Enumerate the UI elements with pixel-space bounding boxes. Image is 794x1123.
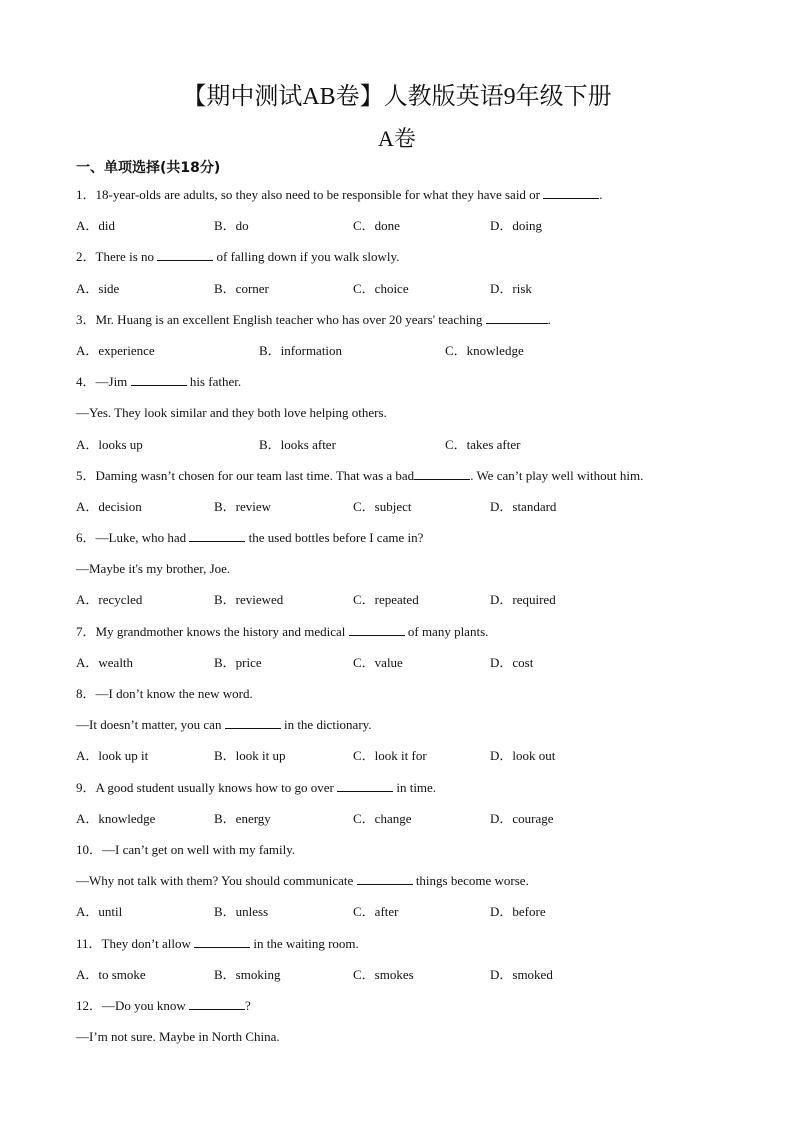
question-reply: —I’m not sure. Maybe in North China. <box>76 1029 280 1045</box>
options-3col <box>76 434 736 465</box>
question-12 <box>76 995 736 1026</box>
question-1 <box>76 184 736 215</box>
question-9 <box>76 777 736 808</box>
option-c: C．subject <box>353 498 412 514</box>
question-stem-end: . We can’t play well without him. <box>470 467 644 483</box>
option-a: A．knowledge <box>76 810 156 826</box>
options-4col <box>76 589 736 620</box>
option-d: D．smoked <box>490 966 553 982</box>
option-a: A．side <box>76 280 120 296</box>
page-subtitle: A卷 <box>378 126 416 151</box>
question-3 <box>76 309 736 340</box>
question-reply: —Maybe it's my brother, Joe. <box>76 561 231 577</box>
option-d: D．look out <box>490 748 556 764</box>
options-4col <box>76 745 736 776</box>
reply-text: —It doesn’t matter, you can <box>76 717 225 733</box>
question-11 <box>76 933 736 964</box>
option-b: B．smoking <box>214 966 281 982</box>
question-stem-end: in time. <box>393 779 437 795</box>
option-d: D．doing <box>490 218 543 234</box>
question-number: 11． <box>76 935 102 951</box>
question-stem: A good student usually knows how to go over <box>95 779 338 795</box>
question-reply: —Yes. They look similar and they both love helping others. <box>76 405 387 421</box>
option-c: C．knowledge <box>445 342 524 358</box>
answer-blank <box>189 997 245 1010</box>
question-stem-end: ? <box>245 997 251 1013</box>
option-c: C．value <box>353 654 403 670</box>
question-number: 10． <box>76 841 103 857</box>
option-d: D．cost <box>490 654 534 670</box>
question-stem-end: in the waiting room. <box>250 935 359 951</box>
options-4col <box>76 964 736 995</box>
answer-blank <box>189 529 245 542</box>
option-d: D．standard <box>490 498 557 514</box>
option-d: D．risk <box>490 280 532 296</box>
options-4col <box>76 278 736 309</box>
reply-text-end: things become worse. <box>412 873 529 889</box>
option-c: C．change <box>353 810 412 826</box>
option-b: B．do <box>214 218 249 234</box>
option-a: A．looks up <box>76 436 143 452</box>
question-8 <box>76 683 736 714</box>
option-a: A．did <box>76 218 116 234</box>
question-stem: 18-year-olds are adults, so they also need to be responsible for what they have said or <box>95 187 544 202</box>
question-reply <box>76 870 736 901</box>
option-c: C．done <box>353 218 400 234</box>
question-10 <box>76 839 736 870</box>
question-stem: Daming wasn’t chosen for our team last time. That was a bad <box>95 467 415 483</box>
options-4col <box>76 901 736 932</box>
question-number: 1． <box>76 187 96 202</box>
options-4col <box>76 215 736 246</box>
answer-blank <box>131 373 187 386</box>
option-c: C．takes after <box>445 436 521 452</box>
answer-blank <box>357 872 413 885</box>
options-3col <box>76 340 736 371</box>
question-stem: —Luke, who had <box>95 530 190 546</box>
question-number: 4． <box>76 374 96 390</box>
option-a: A．wealth <box>76 654 134 670</box>
option-d: D．required <box>490 592 556 608</box>
answer-blank <box>414 467 470 480</box>
option-a: A．until <box>76 904 123 920</box>
question-7 <box>76 621 736 652</box>
option-c: C．repeated <box>353 592 419 608</box>
question-number: 2． <box>76 249 96 265</box>
option-b: B．information <box>259 342 343 358</box>
option-b: B．energy <box>214 810 271 826</box>
question-number: 9． <box>76 779 96 795</box>
question-number: 6． <box>76 530 96 546</box>
option-a: A．to smoke <box>76 966 146 982</box>
question-stem-end: of falling down if you walk slowly. <box>213 249 400 265</box>
answer-blank <box>486 311 548 324</box>
question-number: 5． <box>76 467 96 483</box>
question-list <box>76 184 736 1057</box>
reply-text: —Why not talk with them? You should communicate <box>76 873 357 889</box>
question-stem-end: of many plants. <box>404 623 489 639</box>
question-reply <box>76 714 736 745</box>
option-d: D．courage <box>490 810 554 826</box>
option-a: A．recycled <box>76 592 143 608</box>
option-a: A．look up it <box>76 748 149 764</box>
options-4col <box>76 496 736 527</box>
question-stem: —I can’t get on well with my family. <box>102 841 296 857</box>
question-stem-end: . <box>599 187 603 202</box>
option-b: B．look it up <box>214 748 286 764</box>
question-stem: There is no <box>95 249 158 265</box>
option-b: B．review <box>214 498 272 514</box>
question-stem-end: the used bottles before I came in? <box>245 530 424 546</box>
option-c: C．look it for <box>353 748 427 764</box>
question-stem-end: . <box>547 311 551 327</box>
answer-blank <box>225 716 281 729</box>
question-6 <box>76 527 736 558</box>
question-number: 3． <box>76 311 96 327</box>
question-stem: —Jim <box>95 374 131 390</box>
option-c: C．after <box>353 904 399 920</box>
question-number: 7． <box>76 623 96 639</box>
question-stem: —Do you know <box>102 997 190 1013</box>
option-c: C．choice <box>353 280 409 296</box>
option-c: C．smokes <box>353 966 414 982</box>
question-stem-end: his father. <box>186 374 242 390</box>
option-a: A．experience <box>76 342 155 358</box>
question-stem: They don’t allow <box>101 935 195 951</box>
option-b: B．looks after <box>259 436 336 452</box>
option-b: B．reviewed <box>214 592 284 608</box>
question-stem: Mr. Huang is an excellent English teacher who has over 20 years' teaching <box>95 311 486 327</box>
answer-blank <box>337 779 393 792</box>
section-heading: 一、单项选择(共18分) <box>76 160 221 176</box>
answer-blank <box>194 935 250 948</box>
option-b: B．price <box>214 654 262 670</box>
options-4col <box>76 652 736 683</box>
answer-blank <box>349 623 405 636</box>
question-5 <box>76 465 736 496</box>
reply-text-end: in the dictionary. <box>280 717 372 733</box>
option-a: A．decision <box>76 498 142 514</box>
question-stem: —I don’t know the new word. <box>95 686 253 701</box>
question-number: 12． <box>76 997 103 1013</box>
question-2 <box>76 246 736 277</box>
answer-blank <box>543 186 599 199</box>
page-title: 【期中测试AB卷】人教版英语9年级下册 <box>182 84 612 110</box>
answer-blank <box>157 248 213 261</box>
question-number: 8． <box>76 686 96 701</box>
question-stem: My grandmother knows the history and medical <box>95 623 349 639</box>
question-4 <box>76 371 736 402</box>
option-b: B．unless <box>214 904 269 920</box>
option-d: D．before <box>490 904 546 920</box>
option-b: B．corner <box>214 280 269 296</box>
options-4col <box>76 808 736 839</box>
